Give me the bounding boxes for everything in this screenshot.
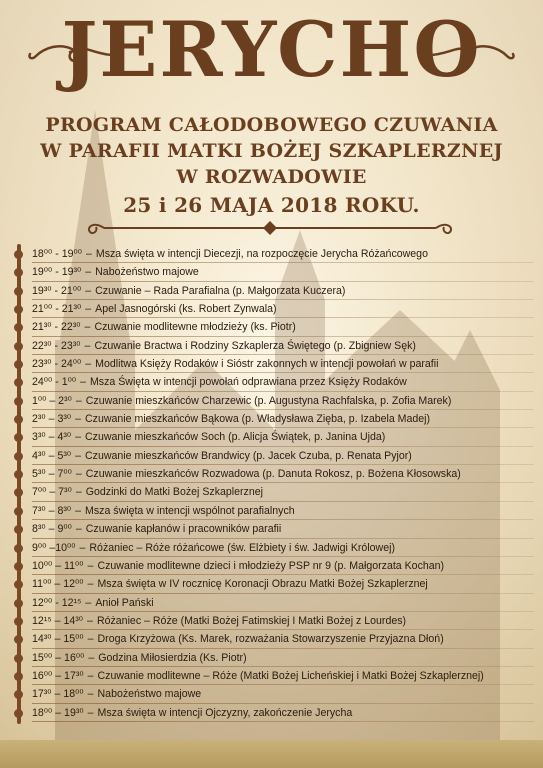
separator-dash: – [85,266,92,279]
schedule-row [14,520,534,538]
schedule-row [14,483,534,501]
timeline-bullet-icon [14,562,23,571]
schedule-description: Droga Krzyżowa (Ks. Marek, rozważania Stowarzyszenie Przyjazna Dłoń) [97,633,444,646]
schedule-time: 1⁰⁰ – 2³⁰ [32,394,72,407]
timeline-bullet-icon [14,617,23,626]
schedule-list [14,245,534,722]
separator-dash: – [75,431,82,444]
schedule-time: 19³⁰ - 21⁰⁰ [32,284,82,297]
schedule-description: Różaniec – Róże różańcowe (św. Elżbiety i św. Jadwigi Królowej) [89,541,395,554]
timeline-bullet-icon [14,287,23,296]
schedule-time: 21³⁰ - 22³⁰ [32,321,81,334]
schedule-description: Apel Jasnogórski (ks. Robert Zynwala) [95,303,277,316]
schedule-row [14,263,534,281]
schedule-time: 17³⁰ – 18⁰⁰ [32,688,84,701]
schedule-description: Czuwanie mieszkańców Rozwadowa (p. Danuta Rokosz, p. Bożena Kłosowska) [85,468,461,481]
schedule-time: 2³⁰ – 3³⁰ [32,413,72,426]
timeline-bullet-icon [14,397,23,406]
separator-dash: – [87,669,94,682]
separator-dash: – [87,706,94,719]
timeline-bullet-icon [14,525,23,534]
schedule-description: Modlitwa Księży Rodaków i Sióstr zakonnych w intencji powołań w parafii [95,358,439,371]
schedule-row [14,447,534,465]
schedule-row [14,410,534,428]
bottom-band [0,740,543,768]
schedule-row [14,594,534,612]
separator-dash: – [75,413,82,426]
schedule-row [14,300,534,318]
event-date: 25 i 26 MAJA 2018 ROKU. [123,193,420,217]
schedule-description: Czuwanie modlitewne dzieci i młodzieży PSP nr 9 (p. Małgorzata Kochan) [97,559,445,572]
separator-dash: – [79,541,86,554]
timeline-bullet-icon [14,544,23,553]
timeline-bullet-icon [14,599,23,608]
schedule-description: Czuwanie mieszkańców Charzewic (p. Augustyna Rachfalska, p. Zofia Marek) [85,394,452,407]
separator-dash: – [87,614,93,627]
schedule-time: 4³⁰ – 5³⁰ [32,449,72,462]
schedule-time: 7⁰⁰ – 7³⁰ [32,486,72,499]
schedule-row [14,667,534,685]
separator-dash: – [85,284,92,297]
schedule-row [14,649,534,667]
schedule-time: 16⁰⁰ – 17³⁰ [32,669,84,682]
schedule-description: Czuwanie mieszkańców Bąkowa (p. Władysława Zięba, p. Izabela Madej) [85,413,431,426]
timeline-bullet-icon [14,250,23,259]
schedule-time: 21⁰⁰ - 21³⁰ [32,303,82,316]
timeline-bullet-icon [14,360,23,369]
separator-dash: – [84,321,91,334]
schedule-description: Godzinki do Matki Bożej Szkaplerznej [85,486,263,499]
schedule-time: 18⁰⁰ - 19⁰⁰ [32,248,82,260]
timeline-bullet-icon [14,654,23,663]
row-rule [32,721,534,722]
separator-dash: – [75,394,82,407]
schedule-time: 23³⁰ - 24⁰⁰ [32,358,82,371]
schedule-row [14,355,534,373]
schedule-description: Czuwanie kapłanów i pracowników parafii [85,523,282,536]
schedule-row [14,575,534,593]
schedule-row [14,282,534,300]
schedule-description: Czuwanie modlitewne – Róże (Matki Bożej Licheńskiej i Matki Bożej Szkaplerznej) [97,669,484,682]
schedule-description: Czuwanie – Rada Parafialna (p. Małgorzata Kuczera) [95,284,346,297]
timeline-bullet-icon [14,507,23,516]
schedule-description: Anioł Pański [95,596,154,609]
timeline-bullet-icon [14,672,23,681]
schedule-row [14,612,534,630]
separator-dash: – [87,688,94,701]
schedule-description: Msza święta w intencji Diecezji, na rozpoczęcie Jerycha Różańcowego [95,248,428,260]
separator-dash: – [80,376,86,389]
timeline-bullet-icon [14,342,23,351]
heading-line-2: W PARAFII MATKI BOŻEJ SZKAPLERZNEJ [40,140,503,162]
timeline-bullet-icon [14,580,23,589]
schedule-time: 7³⁰ – 8³⁰ [32,504,72,517]
timeline-bullet-icon [14,305,23,314]
separator-dash: – [87,578,94,591]
timeline-bullet-icon [14,690,23,699]
schedule-time: 9⁰⁰ –10⁰⁰ [32,541,76,554]
schedule-description: Czuwanie mieszkańców Brandwicy (p. Jacek Czuba, p. Renata Pyjor) [85,449,412,462]
schedule-time: 8³⁰ – 9⁰⁰ [32,523,72,536]
page-title: JERYCHO [61,5,482,94]
schedule-row [14,392,534,410]
separator-dash: – [75,523,82,536]
separator-dash: – [85,303,92,316]
timeline-bullet-icon [14,452,23,461]
schedule-time: 3³⁰ – 4³⁰ [32,431,72,444]
timeline-bullet-icon [14,378,23,387]
schedule-description: Czuwanie mieszkańców Soch (p. Alicja Świątek, p. Janina Ujda) [85,431,386,444]
schedule-description: Czuwanie Bractwa i Rodziny Szkaplerza Świętego (p. Zbigniew Sęk) [94,339,416,352]
schedule-time: 18⁰⁰ – 19³⁰ [32,706,84,719]
separator-dash: – [84,339,91,352]
timeline-bullet-icon [14,415,23,424]
schedule-time: 10⁰⁰ – 11⁰⁰ [32,559,84,572]
timeline-bullet-icon [14,268,23,277]
schedule-description: Msza święta w intencji wspólnot parafialnych [85,504,295,517]
schedule-row [14,630,534,648]
schedule-row [14,245,534,263]
timeline-bullet-icon [14,470,23,479]
schedule-description: Msza święta w intencji Ojczyzny, zakończenie Jerycha [97,706,353,719]
schedule-description: Msza święta w IV rocznicę Koronacji Obrazu Matki Bożej Szkaplerznej [97,578,428,591]
schedule-time: 12¹⁵ – 14³⁰ [32,614,84,627]
schedule-description: Msza Święta w intencji powołań odprawiana przez Księży Rodaków [89,376,407,389]
separator-dash: – [75,449,82,462]
schedule-time: 19⁰⁰ - 19³⁰ [32,266,82,279]
schedule-description: Czuwanie modlitewne młodzieży (ks. Piotr) [94,321,296,334]
schedule-row [14,685,534,703]
schedule-time: 11⁰⁰ – 12⁰⁰ [32,578,84,591]
schedule-row [14,337,534,355]
timeline-bullet-icon [14,635,23,644]
schedule-row [14,502,534,520]
schedule-row [14,428,534,446]
schedule-row [14,373,534,391]
timeline-bullet-icon [14,488,23,497]
timeline-bullet-icon [14,709,23,718]
separator-dash: – [88,651,95,664]
timeline-bullet-icon [14,323,23,332]
schedule-description: Różaniec – Róże (Matki Bożej Fatimskiej I Matki Bożej z Lourdes) [96,614,407,627]
schedule-row [14,318,534,336]
heading-line-3: W ROZWADOWIE [176,166,367,188]
separator-dash: – [75,468,82,481]
schedule-row [14,704,534,722]
schedule-description: Godzina Miłosierdzia (Ks. Piotr) [98,651,247,664]
separator-dash: – [87,633,94,646]
separator-dash: – [75,486,82,499]
schedule-row [14,557,534,575]
separator-dash: – [85,248,92,260]
separator-dash: – [85,596,92,609]
schedule-time: 12⁰⁰ - 12¹⁵ [32,596,82,609]
separator-dash: – [75,504,82,517]
timeline-bullet-icon [14,433,23,442]
schedule-row [14,465,534,483]
schedule-time: 24⁰⁰ - 1⁰⁰ [32,376,77,389]
separator-dash: – [87,559,94,572]
schedule-description: Nabożeństwo majowe [97,688,202,701]
schedule-time: 5³⁰ – 7⁰⁰ [32,468,72,481]
separator-dash: – [85,358,92,371]
schedule-time: 15⁰⁰ – 16⁰⁰ [32,651,85,664]
schedule-description: Nabożeństwo majowe [95,266,199,279]
heading-line-1: PROGRAM CAŁODOBOWEGO CZUWANIA [45,114,498,136]
schedule-time: 14³⁰ – 15⁰⁰ [32,633,84,646]
schedule-row [14,539,534,557]
ornamental-divider [84,219,456,237]
schedule-time: 22³⁰ - 23³⁰ [32,339,81,352]
